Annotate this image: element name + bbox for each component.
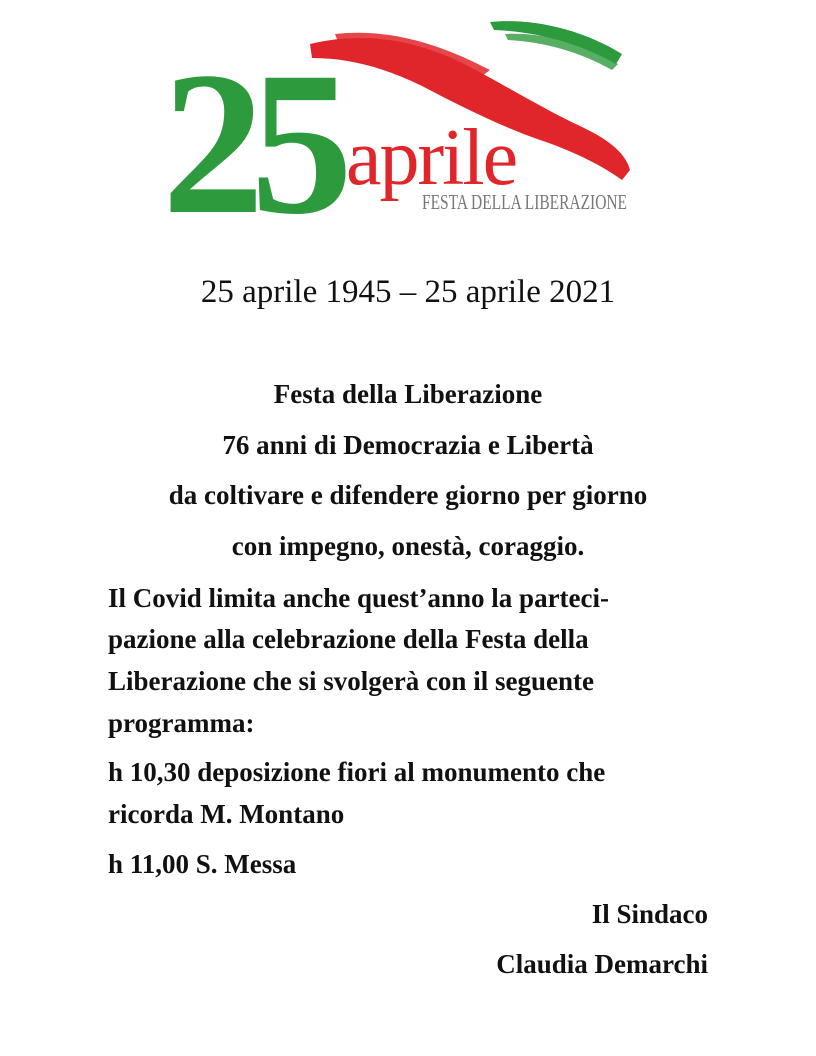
paragraph-line: Il Covid limita anche quest’anno la parteci-: [108, 583, 610, 613]
intro-line: da coltivare e difendere giorno per giorno: [168, 480, 648, 510]
signature-name: Claudia Demarchi: [496, 949, 708, 979]
program-item-line: ricorda M. Montano: [108, 799, 345, 829]
paragraph-line: Liberazione che si svolgerà con il seguente: [108, 666, 594, 696]
logo-tagline: FESTA DELLA LIBERAZIONE: [422, 190, 627, 214]
page-heading: 25 aprile 1945 – 25 aprile 2021: [200, 274, 616, 310]
paragraph-line: pazione alla celebrazione della Festa della: [108, 624, 589, 654]
logo-number: 25: [162, 30, 339, 257]
program-item-line: h 11,00 S. Messa: [108, 849, 297, 879]
intro-line: Festa della Liberazione: [273, 379, 543, 409]
intro-line: 76 anni di Democrazia e Libertà: [222, 430, 594, 460]
logo-word: aprile: [346, 114, 517, 202]
25-aprile-logo: [160, 14, 632, 257]
program-item-line: h 10,30 deposizione fiori al monumento che: [108, 757, 606, 787]
intro-line: con impegno, onestà, coraggio.: [231, 531, 585, 561]
signature-role: Il Sindaco: [591, 899, 708, 929]
paragraph-line: programma:: [108, 708, 255, 738]
